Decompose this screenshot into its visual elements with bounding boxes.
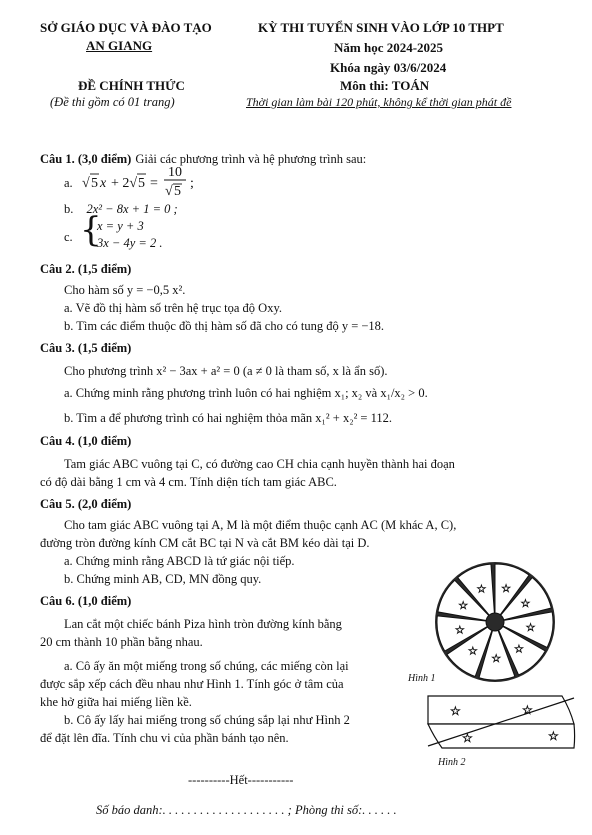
q4-line1: Tam giác ABC vuông tại C, có đường cao CH chia cạnh huyền thành hai đoạn: [64, 457, 455, 471]
star-icon: ☆: [520, 596, 531, 610]
q1-title: Câu 1. (3,0 điểm): [40, 152, 132, 166]
q6-b2: để đặt lên đĩa. Tính chu vi của phần bánh tạo nên.: [40, 731, 289, 745]
q1-c-eq1: x = y + 3: [97, 219, 144, 233]
q6-a3: khe hở giữa hai miếng liền kề.: [40, 695, 192, 709]
exam-title: KỲ THI TUYỂN SINH VÀO LỚP 10 THPT: [258, 20, 504, 35]
svg-text:√: √: [165, 184, 173, 199]
q1-b-label: b.: [64, 202, 74, 216]
star-icon: ☆: [458, 599, 469, 613]
q3-title: Câu 3. (1,5 điểm): [40, 341, 132, 355]
q2-title: Câu 2. (1,5 điểm): [40, 262, 132, 276]
svg-text:√: √: [82, 176, 90, 191]
q1-b-equation: 2x² − 8x + 1 = 0 ;: [86, 202, 178, 216]
school-year: Năm học 2024-2025: [334, 40, 444, 55]
end-mark: ----------Hết-----------: [188, 773, 294, 787]
q2-a: a. Vẽ đồ thị hàm số trên hệ trục tọa độ Oxy.: [64, 301, 283, 315]
exam-date: Khóa ngày 03/6/2024: [330, 60, 447, 75]
svg-text:;: ;: [190, 176, 194, 191]
q4-line2: có độ dài bằng 1 cm và 4 cm. Tính diện tích tam giác ABC.: [40, 475, 337, 489]
star-icon: ☆: [548, 729, 559, 743]
star-icon: ☆: [454, 623, 465, 637]
q1-c-label: c.: [64, 230, 73, 244]
figure-2-label: Hình 2: [438, 757, 466, 768]
q2-b: b. Tìm các điểm thuộc đồ thị hàm số đã cho có tung độ y = −18.: [64, 319, 385, 333]
q6-a1: a. Cô ấy ăn một miếng trong số chúng, các miếng còn lại: [64, 659, 349, 673]
q3-a: a. Chứng minh rằng phương trình luôn có hai nghiệm x₁; x₂ và x₁/x₂ > 0.: [64, 386, 428, 400]
q1-prompt: Giải các phương trình và hệ phương trình sau:: [135, 152, 367, 166]
time-note: Thời gian làm bài 120 phút, không kể thời gian phát đề: [246, 95, 512, 109]
q5-line2: đường tròn đường kính CM cắt BC tại N và cắt BM kéo dài tại D.: [40, 536, 370, 550]
q5-a: a. Chứng minh rằng ABCD là tứ giác nội tiếp.: [64, 554, 295, 568]
q2-intro: Cho hàm số y = −0,5 x².: [64, 283, 186, 297]
q1-a: [64, 176, 73, 191]
pages-note: (Đề thi gồm có 01 trang): [50, 95, 175, 109]
star-icon: ☆: [514, 642, 524, 656]
q6-l2: 20 cm thành 10 phần bằng nhau.: [40, 635, 203, 649]
star-icon: ☆: [491, 651, 502, 665]
q1-a-equation: [82, 163, 232, 199]
figure-2-slices: [422, 690, 582, 755]
figure-1-pizza: [405, 558, 585, 688]
star-icon: ☆: [501, 581, 511, 595]
star-icon: ☆: [450, 704, 461, 718]
svg-text:10: 10: [168, 165, 182, 180]
star-icon: ☆: [525, 621, 536, 635]
q4-title: Câu 4. (1,0 điểm): [40, 434, 132, 448]
star-icon: ☆: [467, 644, 478, 658]
star-icon: ☆: [462, 731, 473, 745]
q1-c-eq2: 3x − 4y = 2 .: [97, 236, 163, 250]
star-icon: ☆: [522, 703, 533, 717]
q5-line1: Cho tam giác ABC vuông tại A, M là một điểm thuộc cạnh AC (M khác A, C),: [64, 518, 457, 532]
q6-title: Câu 6. (1,0 điểm): [40, 594, 132, 608]
q3-intro: Cho phương trình x² − 3ax + a² = 0 (a ≠ 0 là tham số, x là ẩn số).: [64, 364, 388, 378]
q1-c-brace: {: [80, 210, 102, 250]
official-label: ĐỀ CHÍNH THỨC: [78, 78, 185, 93]
star-icon: ☆: [476, 582, 487, 596]
q6-b1: b. Cô ấy lấy hai miếng trong số chúng sắp lại như Hình 2: [64, 713, 350, 727]
dept-name: SỞ GIÁO DỤC VÀ ĐÀO TẠO: [40, 20, 212, 35]
q6-a2: được sắp xếp cách đều nhau như Hình 1. Tính góc ở tâm của: [40, 677, 344, 691]
subject: Môn thi: TOÁN: [340, 78, 430, 93]
svg-text:+ 2√: + 2√: [111, 176, 138, 191]
svg-text:5: 5: [138, 176, 145, 191]
svg-text:=: =: [150, 176, 158, 191]
province-name: AN GIANG: [86, 38, 153, 53]
q6-l1: Lan cắt một chiếc bánh Piza hình tròn đường kính bằng: [64, 617, 342, 631]
svg-text:5: 5: [91, 176, 98, 191]
q3-b: b. Tìm a để phương trình có hai nghiệm thỏa mãn x₁² + x₂² = 112.: [64, 411, 393, 425]
q5-title: Câu 5. (2,0 điểm): [40, 497, 132, 511]
figure-1-label: Hình 1: [408, 673, 436, 684]
svg-text:x: x: [100, 176, 107, 191]
q1-a-label: a.: [64, 176, 73, 190]
candidate-info: Số báo danh:. . . . . . . . . . . . . . . . . . . . ; Phòng thi số:. . . . . .: [96, 803, 397, 817]
q5-b: b. Chứng minh AB, CD, MN đồng quy.: [64, 572, 262, 586]
svg-text:5: 5: [174, 184, 181, 199]
